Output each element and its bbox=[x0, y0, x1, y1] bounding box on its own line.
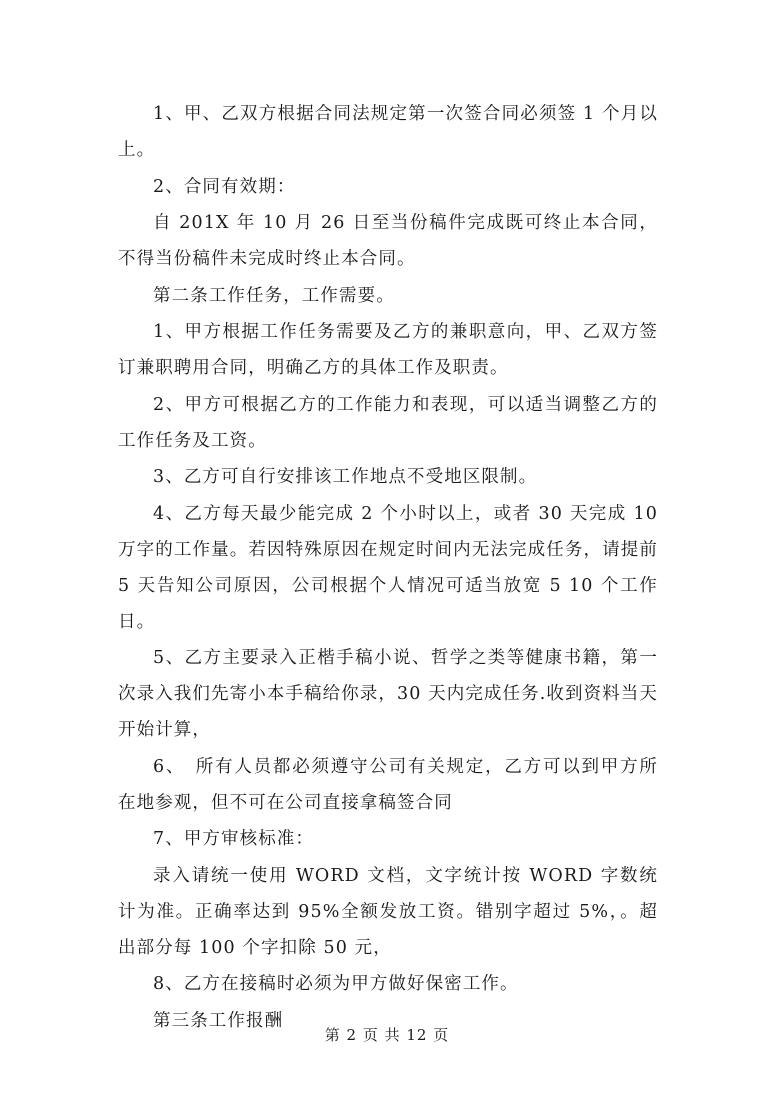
paragraph: 8、乙方在接稿时必须为甲方做好保密工作。 bbox=[153, 974, 519, 994]
paragraph: 3、乙方可自行安排该工作地点不受地区限制。 bbox=[153, 467, 538, 487]
paragraph: 4、乙方每天最少能完成 2 个小时以上，或者 30 天完成 10 万字的工作量。若因特殊原因在规定时间内无法完成任务，请提前 5 天告知公司原因，公司根据个人情况可适当放宽 5 10 个工作日。 bbox=[118, 503, 658, 632]
paragraph: 5、乙方主要录入正楷手稿小说、哲学之类等健康书籍，第一次录入我们先寄小本手稿给你录，30 天内完成任务.收到资料当天开始计算， bbox=[118, 648, 658, 740]
paragraph: 1、甲方根据工作任务需要及乙方的兼职意向，甲、乙双方签订兼职聘用合同，明确乙方的具体工作及职责。 bbox=[118, 322, 658, 378]
paragraph: 录入请统一使用 WORD 文档，文字统计按 WORD 字数统计为准。正确率达到 95%全额发放工资。错别字超过 5%，。超出部分每 100 个字扣除 50 元， bbox=[118, 865, 658, 958]
paragraph: 2、甲方可根据乙方的工作能力和表现，可以适当调整乙方的工作任务及工资。 bbox=[118, 394, 658, 451]
paragraph: 6、 所有人员都必须遵守公司有关规定，乙方可以到甲方所在地参观，但不可在公司直接拿稿签合同 bbox=[118, 756, 658, 813]
page-number-label: 第 2 页 共 12 页 bbox=[324, 1026, 450, 1044]
paragraph: 7、甲方审核标准： bbox=[153, 829, 315, 849]
section-heading: 第二条工作任务，工作需要。 bbox=[153, 285, 395, 306]
section-heading: 第三条工作报酬 bbox=[153, 1010, 284, 1031]
paragraph: 自 201X 年 10 月 26 日至当份稿件完成既可终止本合同，不得当份稿件未完成时终止本合同。 bbox=[118, 213, 658, 269]
paragraph: 2、合同有效期： bbox=[153, 176, 296, 197]
page-footer bbox=[0, 1024, 774, 1045]
paragraph: 1、甲、乙双方根据合同法规定第一次签合同必须签 1 个月以上。 bbox=[118, 104, 658, 160]
document-body bbox=[118, 96, 658, 1039]
